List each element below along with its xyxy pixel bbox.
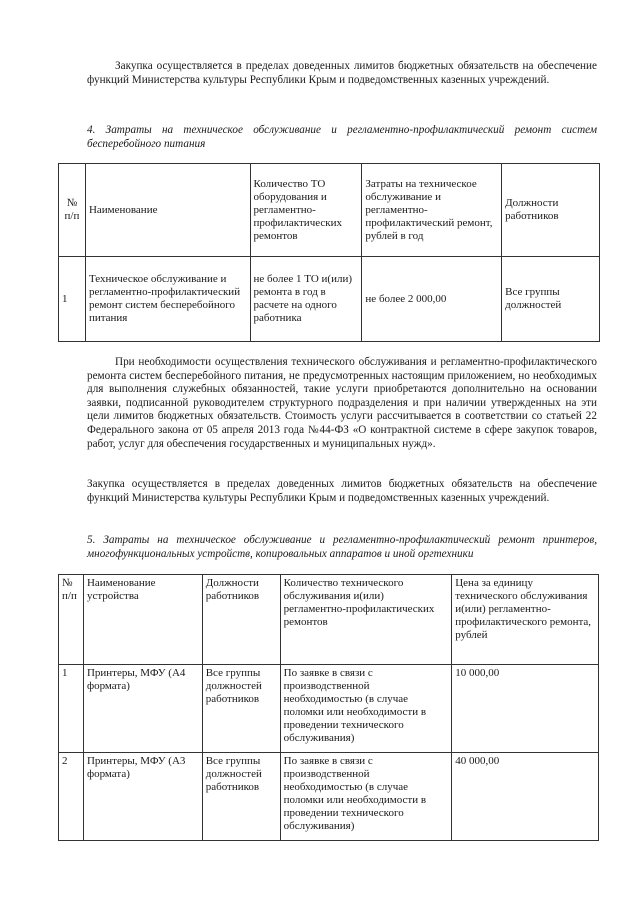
row-qty: не более 1 ТО и(или) ремонта в год в расчете на одного работника <box>250 257 362 342</box>
header-price: Цена за единицу технического обслуживания и(или) регламентно-профилактического ремонта, рублей <box>452 575 599 665</box>
header-positions: Должности работников <box>502 164 600 257</box>
row-positions: Все группы должностей работников <box>202 665 280 753</box>
row-positions: Все группы должностей работников <box>202 753 280 841</box>
header-num: № п/п <box>59 164 86 257</box>
row-num: 2 <box>59 753 84 841</box>
header-positions: Должности работников <box>202 575 280 665</box>
row-device: Принтеры, МФУ (А3 формата) <box>83 753 202 841</box>
section-4-note-paragraph <box>87 356 597 451</box>
table-header-row <box>59 164 600 257</box>
table-header-row <box>59 575 599 665</box>
header-num: № п/п <box>59 575 84 665</box>
table-row <box>59 257 600 342</box>
section-4-procurement-paragraph: Закупка осуществляется в пределах доведенных лимитов бюджетных обязательств на обеспечение функций Министерства культуры Республики Крым и подведомственных казенных учреждений. <box>87 478 597 504</box>
header-qty: Количество технического обслуживания и(или) регламентно-профилактических ремонтов <box>280 575 452 665</box>
row-qty: По заявке в связи с производственной необходимостью (в случае поломки или необходимости в проведении технического обслуживания) <box>280 665 452 753</box>
row-name: Техническое обслуживание и регламентно-профилактический ремонт систем бесперебойного питания <box>85 257 250 342</box>
row-num: 1 <box>59 665 84 753</box>
section-5-title-text: 5. Затраты на техническое обслуживание и регламентно-профилактический ремонт принтеров, многофункциональных устройств, копировальных аппаратов и иной оргтехники <box>87 534 597 560</box>
row-price: 10 000,00 <box>452 665 599 753</box>
row-num: 1 <box>59 257 86 342</box>
header-name: Наименование <box>85 164 250 257</box>
section-4-table <box>58 163 600 342</box>
section-5-title <box>87 534 597 561</box>
header-qty: Количество ТО оборудования и регламентно-профилактических ремонтов <box>250 164 362 257</box>
section-4-title: 4. Затраты на техническое обслуживание и регламентно-профилактический ремонт систем бесперебойного питания <box>87 124 597 150</box>
table-row <box>59 753 599 841</box>
row-positions: Все группы должностей <box>502 257 600 342</box>
section-5-table <box>58 574 599 841</box>
header-device: Наименование устройства <box>83 575 202 665</box>
row-price: 40 000,00 <box>452 753 599 841</box>
intro-paragraph-text: Закупка осуществляется в пределах доведенных лимитов бюджетных обязательств на обеспечение функций Министерства культуры Республики Крым и подведомственных казенных учреждений. <box>87 60 597 86</box>
row-device: Принтеры, МФУ (А4 формата) <box>83 665 202 753</box>
section-4-note-text: При необходимости осуществления технического обслуживания и регламентно-профилактического ремонта систем бесперебойного питания, не предусмотренных настоящим приложением, но необходимых для выполнения служебных обязанностей, такие услуги приобретаются дополнительно на основании заявки, подписанной руководителем структурного подразделения и при наличии утвержденных на эти цели лимитов бюджетных обязательств. Стоимость услуги рассчитывается в соответствии со статьей 22 Федерального закона от 05 апреля 2013 года №44-ФЗ «О контрактной системе в сфере закупок товаров, работ, услуг для обеспечения государственных и муниципальных нужд». <box>87 356 597 450</box>
row-cost: не более 2 000,00 <box>362 257 502 342</box>
table-row <box>59 665 599 753</box>
header-cost: Затраты на техническое обслуживание и регламентно-профилактический ремонт, рублей в год <box>362 164 502 257</box>
row-qty: По заявке в связи с производственной необходимостью (в случае поломки или необходимости в проведении технического обслуживания) <box>280 753 452 841</box>
intro-paragraph <box>87 60 597 87</box>
